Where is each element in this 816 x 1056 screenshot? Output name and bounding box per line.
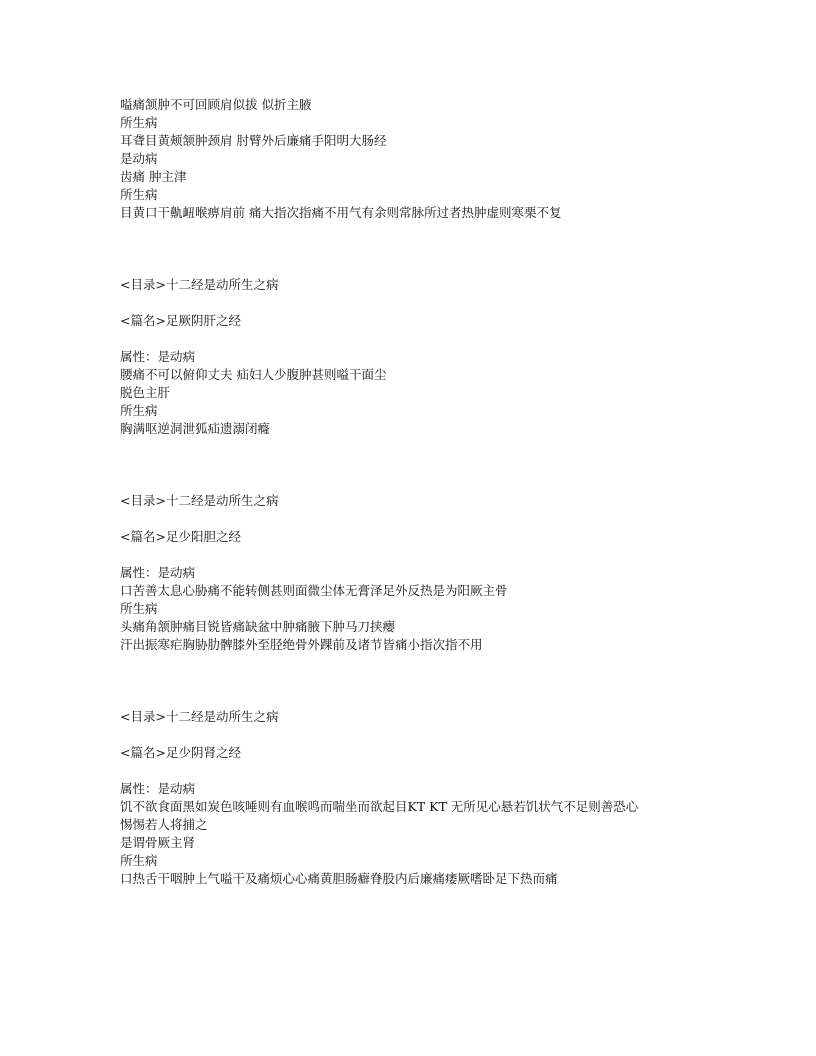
section-continuation	[120, 96, 760, 222]
chapter-title: <篇名>足少阴肾之经	[120, 745, 241, 760]
chapter-title: <篇名>足厥阴肝之经	[120, 313, 241, 328]
text-line: 口热舌干咽肿上气嗌干及痛烦心心痛黄胆肠癖脊股内后廉痛痿厥嗜卧足下热而痛	[120, 871, 558, 886]
text-line: 腰痛不可以俯仰丈夫 疝妇人少腹肿甚则嗌干面尘	[120, 367, 387, 382]
document-page	[120, 96, 760, 888]
text-line: 惕惕若人将捕之	[120, 817, 208, 832]
text-line: 属性：是动病	[120, 349, 196, 364]
text-line: 齿痛 肿主津	[120, 169, 187, 184]
catalog-heading: <目录>十二经是动所生之病	[120, 493, 279, 508]
catalog-heading: <目录>十二经是动所生之病	[120, 277, 279, 292]
text-line: 所生病	[120, 187, 158, 202]
text-line: 目黄口干鼽衄喉痹肩前 痛大指次指痛不用气有余则常脉所过者热肿虚则寒栗不复	[120, 205, 562, 220]
text-line: 脱色主肝	[120, 385, 171, 400]
text-line: 所生病	[120, 853, 158, 868]
text-line: 汗出振寒疟胸胁肋髀膝外至胫绝骨外踝前及诸节皆痛小指次指不用	[120, 637, 483, 652]
text-line: 所生病	[120, 403, 158, 418]
section-gallbladder-meridian	[120, 492, 760, 654]
text-line: 所生病	[120, 601, 158, 616]
text-line: 嗌痛颔肿不可回顾肩似拔 似折主腋	[120, 97, 312, 112]
text-line: 口苦善太息心胁痛不能转侧甚则面微尘体无膏泽足外反热是为阳厥主骨	[120, 583, 508, 598]
section-spacer	[120, 654, 760, 708]
text-line: 胸满呕逆洞泄狐疝遗溺闭癃	[120, 421, 271, 436]
catalog-heading: <目录>十二经是动所生之病	[120, 709, 279, 724]
text-line: 是谓骨厥主肾	[120, 835, 196, 850]
text-line: 头痛角颔肿痛目锐皆痛缺盆中肿痛腋下肿马刀挟瘿	[120, 619, 396, 634]
chapter-title: <篇名>足少阳胆之经	[120, 529, 241, 544]
text-line: 所生病	[120, 115, 158, 130]
section-spacer	[120, 438, 760, 492]
section-liver-meridian	[120, 276, 760, 438]
text-line: 属性：是动病	[120, 565, 196, 580]
text-line: 是动病	[120, 151, 158, 166]
section-kidney-meridian	[120, 708, 760, 888]
section-spacer	[120, 222, 760, 276]
text-line: 饥不欲食面黑如炭色咳唾则有血喉鸣而喘坐而欲起目KT KT 无所见心悬若饥状气不足则善恐心	[120, 799, 639, 814]
text-line: 耳聋目黄颊颔肿颈肩 肘臂外后廉痛手阳明大肠经	[120, 133, 387, 148]
text-line: 属性：是动病	[120, 781, 196, 796]
